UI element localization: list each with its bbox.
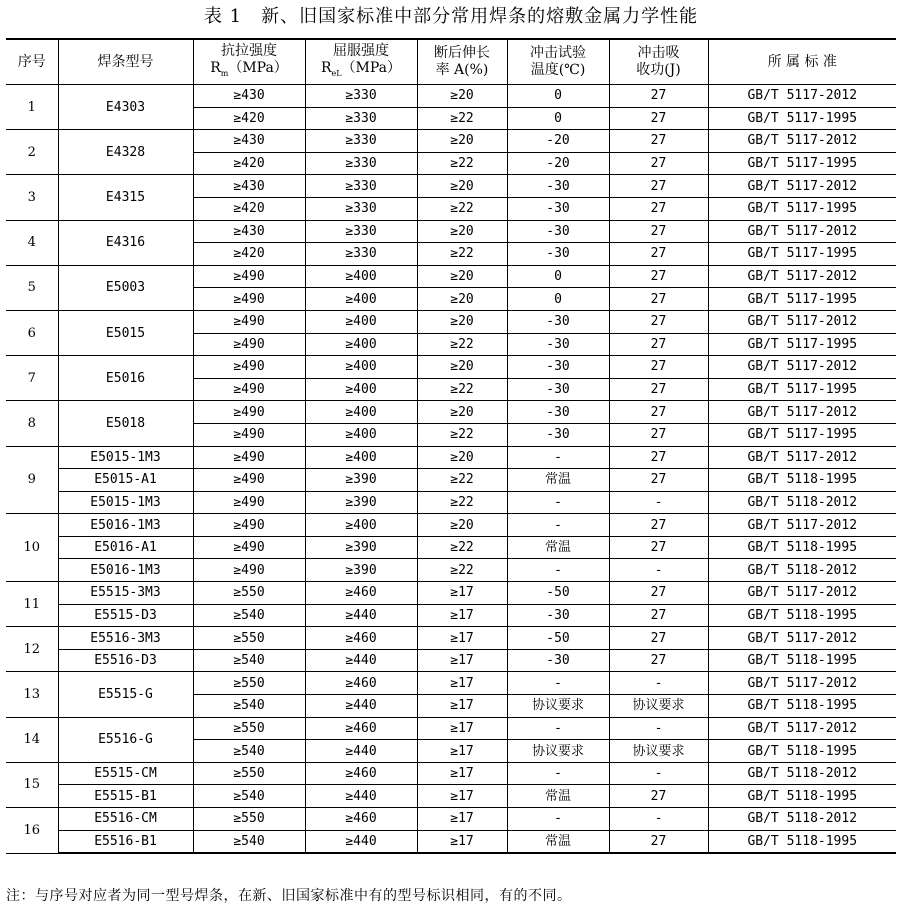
cell-elongation: ≥22 — [417, 333, 507, 356]
table-row — [6, 220, 896, 243]
cell-elongation: ≥17 — [417, 830, 507, 853]
cell-impact-energy: 27 — [609, 649, 708, 672]
cell-model: E4303 — [58, 85, 193, 130]
cell-model: E5515-D3 — [58, 604, 193, 627]
cell-elongation: ≥20 — [417, 514, 507, 537]
cell-tensile: ≥540 — [193, 695, 305, 718]
cell-impact-temp: 常温 — [507, 536, 609, 559]
cell-yield: ≥400 — [305, 333, 417, 356]
cell-model: E5015-1M3 — [58, 491, 193, 514]
table-row — [6, 265, 896, 288]
cell-yield: ≥400 — [305, 265, 417, 288]
header-tensile-label: 抗拉强度 — [221, 42, 277, 59]
cell-tensile: ≥490 — [193, 514, 305, 537]
cell-seq: 6 — [6, 310, 58, 355]
footnote: 注：与序号对应者为同一型号焊条，在新、旧国家标准中有的型号标识相同，有的不同。 — [6, 888, 572, 904]
cell-yield: ≥440 — [305, 604, 417, 627]
table-title: 表 1 新、旧国家标准中部分常用焊条的熔敷金属力学性能 — [203, 6, 699, 27]
cell-yield: ≥460 — [305, 808, 417, 831]
cell-standard: GB/T 5117-1995 — [708, 288, 896, 311]
header-impact-temp-l1: 冲击试验 — [530, 45, 586, 61]
cell-model: E4328 — [58, 130, 193, 175]
cell-yield: ≥460 — [305, 582, 417, 605]
cell-standard: GB/T 5118-1995 — [708, 469, 896, 492]
table-row — [6, 649, 896, 672]
cell-elongation: ≥20 — [417, 356, 507, 379]
cell-seq: 5 — [6, 265, 58, 310]
cell-impact-energy: 27 — [609, 85, 708, 108]
cell-elongation: ≥20 — [417, 85, 507, 108]
cell-impact-energy: 27 — [609, 197, 708, 220]
cell-tensile: ≥490 — [193, 378, 305, 401]
cell-impact-energy: 27 — [609, 514, 708, 537]
cell-tensile: ≥550 — [193, 762, 305, 785]
cell-impact-temp: 协议要求 — [507, 695, 609, 718]
cell-model: E5515-CM — [58, 762, 193, 785]
table-row — [6, 672, 896, 695]
cell-model: E5015-A1 — [58, 469, 193, 492]
cell-impact-temp: 0 — [507, 288, 609, 311]
cell-seq: 2 — [6, 130, 58, 175]
table-row — [6, 401, 896, 424]
cell-tensile: ≥550 — [193, 627, 305, 650]
cell-impact-temp: -30 — [507, 378, 609, 401]
cell-impact-energy: 27 — [609, 175, 708, 198]
header-impact-energy — [609, 39, 708, 85]
cell-impact-temp: 0 — [507, 85, 609, 108]
cell-impact-temp: -30 — [507, 310, 609, 333]
cell-standard: GB/T 5117-2012 — [708, 627, 896, 650]
cell-standard: GB/T 5118-1995 — [708, 785, 896, 808]
cell-tensile: ≥540 — [193, 604, 305, 627]
header-yield-unit: （MPa） — [341, 59, 402, 76]
table-row — [6, 604, 896, 627]
cell-elongation: ≥20 — [417, 446, 507, 469]
cell-yield: ≥460 — [305, 672, 417, 695]
cell-elongation: ≥20 — [417, 175, 507, 198]
header-impact-energy-l2: 收功(J) — [636, 62, 681, 78]
cell-standard: GB/T 5117-1995 — [708, 197, 896, 220]
cell-standard: GB/T 5118-2012 — [708, 808, 896, 831]
cell-impact-temp: 常温 — [507, 469, 609, 492]
cell-elongation: ≥20 — [417, 130, 507, 153]
cell-seq: 12 — [6, 627, 58, 672]
cell-yield: ≥400 — [305, 423, 417, 446]
cell-standard: GB/T 5117-1995 — [708, 378, 896, 401]
cell-yield: ≥400 — [305, 514, 417, 537]
cell-standard: GB/T 5117-1995 — [708, 107, 896, 130]
cell-standard: GB/T 5117-1995 — [708, 423, 896, 446]
cell-elongation: ≥17 — [417, 785, 507, 808]
cell-impact-energy: 27 — [609, 333, 708, 356]
cell-model: E5516-3M3 — [58, 627, 193, 650]
cell-impact-energy: 27 — [609, 265, 708, 288]
cell-elongation: ≥17 — [417, 604, 507, 627]
cell-impact-energy: - — [609, 762, 708, 785]
cell-tensile: ≥540 — [193, 785, 305, 808]
cell-yield: ≥440 — [305, 740, 417, 763]
table-row — [6, 514, 896, 537]
cell-elongation: ≥22 — [417, 491, 507, 514]
cell-seq: 3 — [6, 175, 58, 220]
header-elongation-l2: 率 A(%) — [435, 62, 489, 78]
cell-impact-energy: 27 — [609, 288, 708, 311]
cell-tensile: ≥490 — [193, 469, 305, 492]
cell-standard: GB/T 5118-2012 — [708, 491, 896, 514]
table-row — [6, 130, 896, 153]
cell-yield: ≥390 — [305, 469, 417, 492]
cell-seq: 13 — [6, 672, 58, 717]
cell-impact-energy: 27 — [609, 220, 708, 243]
cell-model: E5515-3M3 — [58, 582, 193, 605]
cell-model: E5018 — [58, 401, 193, 446]
cell-tensile: ≥550 — [193, 808, 305, 831]
cell-yield: ≥390 — [305, 536, 417, 559]
cell-model: E5516-G — [58, 717, 193, 762]
cell-elongation: ≥22 — [417, 152, 507, 175]
cell-model: E5516-D3 — [58, 649, 193, 672]
cell-impact-temp: -30 — [507, 243, 609, 266]
cell-impact-temp: 常温 — [507, 830, 609, 853]
table-row — [6, 830, 896, 853]
cell-impact-energy: 27 — [609, 627, 708, 650]
cell-tensile: ≥550 — [193, 672, 305, 695]
cell-elongation: ≥17 — [417, 808, 507, 831]
cell-yield: ≥330 — [305, 175, 417, 198]
cell-impact-energy: 27 — [609, 243, 708, 266]
cell-tensile: ≥490 — [193, 559, 305, 582]
cell-impact-temp: 协议要求 — [507, 740, 609, 763]
cell-impact-temp: - — [507, 446, 609, 469]
cell-elongation: ≥22 — [417, 378, 507, 401]
cell-model: E5516-B1 — [58, 830, 193, 853]
header-tensile-symbol: R — [210, 59, 221, 76]
cell-impact-energy: 27 — [609, 107, 708, 130]
cell-seq: 11 — [6, 582, 58, 627]
table-row — [6, 627, 896, 650]
cell-elongation: ≥17 — [417, 672, 507, 695]
cell-elongation: ≥22 — [417, 469, 507, 492]
cell-standard: GB/T 5117-2012 — [708, 672, 896, 695]
cell-elongation: ≥17 — [417, 717, 507, 740]
header-tensile-subscript: m — [220, 68, 229, 78]
cell-impact-temp: - — [507, 514, 609, 537]
cell-standard: GB/T 5117-2012 — [708, 717, 896, 740]
cell-standard: GB/T 5118-1995 — [708, 830, 896, 853]
cell-impact-temp: -30 — [507, 649, 609, 672]
cell-standard: GB/T 5117-2012 — [708, 514, 896, 537]
cell-standard: GB/T 5117-2012 — [708, 356, 896, 379]
cell-standard: GB/T 5117-2012 — [708, 310, 896, 333]
header-model: 焊条型号 — [58, 39, 193, 85]
cell-elongation: ≥22 — [417, 243, 507, 266]
cell-impact-energy: 27 — [609, 423, 708, 446]
header-tensile — [193, 39, 305, 85]
cell-seq: 16 — [6, 808, 58, 854]
cell-tensile: ≥550 — [193, 717, 305, 740]
cell-impact-energy: - — [609, 559, 708, 582]
table-row — [6, 559, 896, 582]
header-standard: 所 属 标 准 — [708, 39, 896, 85]
cell-elongation: ≥20 — [417, 288, 507, 311]
cell-elongation: ≥17 — [417, 649, 507, 672]
cell-standard: GB/T 5118-1995 — [708, 740, 896, 763]
cell-tensile: ≥490 — [193, 401, 305, 424]
cell-standard: GB/T 5118-2012 — [708, 559, 896, 582]
cell-tensile: ≥430 — [193, 175, 305, 198]
cell-impact-temp: -30 — [507, 175, 609, 198]
cell-yield: ≥400 — [305, 446, 417, 469]
cell-impact-temp: -30 — [507, 604, 609, 627]
cell-model: E5003 — [58, 265, 193, 310]
cell-tensile: ≥540 — [193, 740, 305, 763]
header-tensile-unit: （MPa） — [228, 59, 288, 76]
cell-yield: ≥390 — [305, 491, 417, 514]
cell-elongation: ≥22 — [417, 107, 507, 130]
cell-tensile: ≥420 — [193, 243, 305, 266]
table-row — [6, 491, 896, 514]
cell-standard: GB/T 5117-2012 — [708, 130, 896, 153]
cell-yield: ≥440 — [305, 695, 417, 718]
cell-yield: ≥330 — [305, 197, 417, 220]
cell-elongation: ≥20 — [417, 220, 507, 243]
cell-standard: GB/T 5118-1995 — [708, 695, 896, 718]
table-row — [6, 808, 896, 831]
cell-seq: 1 — [6, 85, 58, 130]
cell-elongation: ≥20 — [417, 265, 507, 288]
cell-yield: ≥330 — [305, 85, 417, 108]
cell-yield: ≥330 — [305, 130, 417, 153]
cell-tensile: ≥490 — [193, 536, 305, 559]
cell-elongation: ≥17 — [417, 740, 507, 763]
cell-tensile: ≥490 — [193, 356, 305, 379]
cell-seq: 9 — [6, 446, 58, 514]
header-impact-temp-l2: 温度(℃) — [530, 62, 586, 78]
cell-model: E5516-CM — [58, 808, 193, 831]
cell-yield: ≥400 — [305, 356, 417, 379]
cell-yield: ≥330 — [305, 152, 417, 175]
cell-yield: ≥460 — [305, 762, 417, 785]
cell-elongation: ≥22 — [417, 423, 507, 446]
cell-model: E5515-G — [58, 672, 193, 717]
cell-tensile: ≥430 — [193, 130, 305, 153]
cell-impact-temp: -30 — [507, 333, 609, 356]
cell-impact-temp: -20 — [507, 152, 609, 175]
cell-tensile: ≥420 — [193, 107, 305, 130]
cell-impact-temp: - — [507, 559, 609, 582]
table-row — [6, 762, 896, 785]
cell-impact-energy: 27 — [609, 130, 708, 153]
cell-yield: ≥400 — [305, 401, 417, 424]
cell-impact-temp: 常温 — [507, 785, 609, 808]
cell-seq: 4 — [6, 220, 58, 265]
cell-model: E5016-1M3 — [58, 514, 193, 537]
table-body — [6, 85, 896, 854]
cell-seq: 8 — [6, 401, 58, 446]
cell-impact-energy: 27 — [609, 356, 708, 379]
cell-elongation: ≥17 — [417, 627, 507, 650]
cell-seq: 7 — [6, 356, 58, 401]
cell-impact-temp: -20 — [507, 130, 609, 153]
cell-tensile: ≥430 — [193, 85, 305, 108]
cell-tensile: ≥420 — [193, 152, 305, 175]
header-elongation — [417, 39, 507, 85]
cell-impact-temp: -50 — [507, 627, 609, 650]
cell-impact-energy: 27 — [609, 378, 708, 401]
table-row — [6, 469, 896, 492]
header-yield — [305, 39, 417, 85]
cell-tensile: ≥490 — [193, 333, 305, 356]
table-row — [6, 85, 896, 108]
cell-model: E5515-B1 — [58, 785, 193, 808]
cell-tensile: ≥490 — [193, 265, 305, 288]
cell-impact-energy: 27 — [609, 310, 708, 333]
cell-impact-energy: 27 — [609, 401, 708, 424]
cell-yield: ≥440 — [305, 830, 417, 853]
cell-standard: GB/T 5118-1995 — [708, 536, 896, 559]
cell-tensile: ≥540 — [193, 649, 305, 672]
cell-impact-energy: - — [609, 672, 708, 695]
cell-tensile: ≥420 — [193, 197, 305, 220]
cell-standard: GB/T 5117-2012 — [708, 175, 896, 198]
cell-impact-temp: - — [507, 717, 609, 740]
cell-impact-temp: - — [507, 808, 609, 831]
cell-yield: ≥400 — [305, 288, 417, 311]
cell-impact-temp: -30 — [507, 401, 609, 424]
cell-elongation: ≥17 — [417, 695, 507, 718]
cell-tensile: ≥540 — [193, 830, 305, 853]
cell-yield: ≥400 — [305, 310, 417, 333]
cell-yield: ≥330 — [305, 220, 417, 243]
table-row — [6, 310, 896, 333]
cell-tensile: ≥490 — [193, 446, 305, 469]
cell-model: E5016-A1 — [58, 536, 193, 559]
cell-elongation: ≥22 — [417, 559, 507, 582]
cell-impact-energy: 27 — [609, 536, 708, 559]
cell-standard: GB/T 5118-1995 — [708, 649, 896, 672]
cell-tensile: ≥550 — [193, 582, 305, 605]
cell-impact-temp: -30 — [507, 197, 609, 220]
cell-yield: ≥460 — [305, 717, 417, 740]
cell-standard: GB/T 5117-1995 — [708, 243, 896, 266]
cell-seq: 14 — [6, 717, 58, 762]
electrode-properties-table — [6, 38, 896, 854]
cell-impact-energy: 协议要求 — [609, 740, 708, 763]
cell-impact-temp: - — [507, 672, 609, 695]
table-row — [6, 446, 896, 469]
cell-yield: ≥400 — [305, 378, 417, 401]
cell-model: E5016-1M3 — [58, 559, 193, 582]
cell-standard: GB/T 5117-2012 — [708, 85, 896, 108]
cell-impact-temp: -30 — [507, 220, 609, 243]
header-yield-symbol: R — [320, 59, 332, 76]
cell-impact-energy: - — [609, 491, 708, 514]
cell-standard: GB/T 5117-2012 — [708, 220, 896, 243]
table-row — [6, 717, 896, 740]
table-row — [6, 536, 896, 559]
cell-standard: GB/T 5118-1995 — [708, 604, 896, 627]
cell-impact-energy: 27 — [609, 785, 708, 808]
header-row — [6, 39, 896, 85]
cell-standard: GB/T 5117-1995 — [708, 333, 896, 356]
header-seq: 序号 — [6, 39, 58, 85]
cell-impact-energy: 27 — [609, 830, 708, 853]
cell-seq: 10 — [6, 514, 58, 582]
cell-impact-energy: 27 — [609, 152, 708, 175]
cell-impact-temp: -30 — [507, 356, 609, 379]
cell-tensile: ≥490 — [193, 491, 305, 514]
cell-standard: GB/T 5117-2012 — [708, 582, 896, 605]
cell-yield: ≥330 — [305, 107, 417, 130]
cell-elongation: ≥22 — [417, 197, 507, 220]
cell-standard: GB/T 5117-2012 — [708, 446, 896, 469]
cell-yield: ≥390 — [305, 559, 417, 582]
cell-impact-energy: 协议要求 — [609, 695, 708, 718]
header-impact-energy-l1: 冲击吸 — [637, 45, 680, 61]
table-row — [6, 785, 896, 808]
cell-impact-temp: -50 — [507, 582, 609, 605]
cell-tensile: ≥490 — [193, 288, 305, 311]
cell-impact-energy: - — [609, 717, 708, 740]
header-impact-temp — [507, 39, 609, 85]
cell-seq: 15 — [6, 762, 58, 807]
cell-impact-energy: 27 — [609, 582, 708, 605]
cell-standard: GB/T 5117-2012 — [708, 265, 896, 288]
cell-impact-energy: 27 — [609, 604, 708, 627]
table-row — [6, 175, 896, 198]
cell-model: E5015-1M3 — [58, 446, 193, 469]
cell-model: E5015 — [58, 310, 193, 355]
cell-standard: GB/T 5118-2012 — [708, 762, 896, 785]
cell-elongation: ≥17 — [417, 582, 507, 605]
cell-tensile: ≥490 — [193, 310, 305, 333]
header-yield-subscript: eL — [331, 68, 342, 78]
header-elongation-l1: 断后伸长 — [434, 45, 490, 61]
cell-model: E4316 — [58, 220, 193, 265]
cell-impact-temp: - — [507, 491, 609, 514]
cell-impact-energy: 27 — [609, 469, 708, 492]
cell-tensile: ≥430 — [193, 220, 305, 243]
cell-elongation: ≥17 — [417, 762, 507, 785]
header-yield-label: 屈服强度 — [333, 42, 389, 59]
cell-impact-temp: -30 — [507, 423, 609, 446]
cell-impact-temp: - — [507, 762, 609, 785]
cell-model: E5016 — [58, 356, 193, 401]
cell-impact-temp: 0 — [507, 107, 609, 130]
table-row — [6, 582, 896, 605]
cell-standard: GB/T 5117-1995 — [708, 152, 896, 175]
cell-impact-temp: 0 — [507, 265, 609, 288]
cell-elongation: ≥20 — [417, 401, 507, 424]
cell-yield: ≥440 — [305, 649, 417, 672]
cell-tensile: ≥490 — [193, 423, 305, 446]
cell-yield: ≥330 — [305, 243, 417, 266]
cell-impact-energy: - — [609, 808, 708, 831]
cell-impact-energy: 27 — [609, 446, 708, 469]
cell-standard: GB/T 5117-2012 — [708, 401, 896, 424]
table-row — [6, 356, 896, 379]
cell-elongation: ≥20 — [417, 310, 507, 333]
cell-yield: ≥440 — [305, 785, 417, 808]
cell-elongation: ≥22 — [417, 536, 507, 559]
cell-model: E4315 — [58, 175, 193, 220]
cell-yield: ≥460 — [305, 627, 417, 650]
